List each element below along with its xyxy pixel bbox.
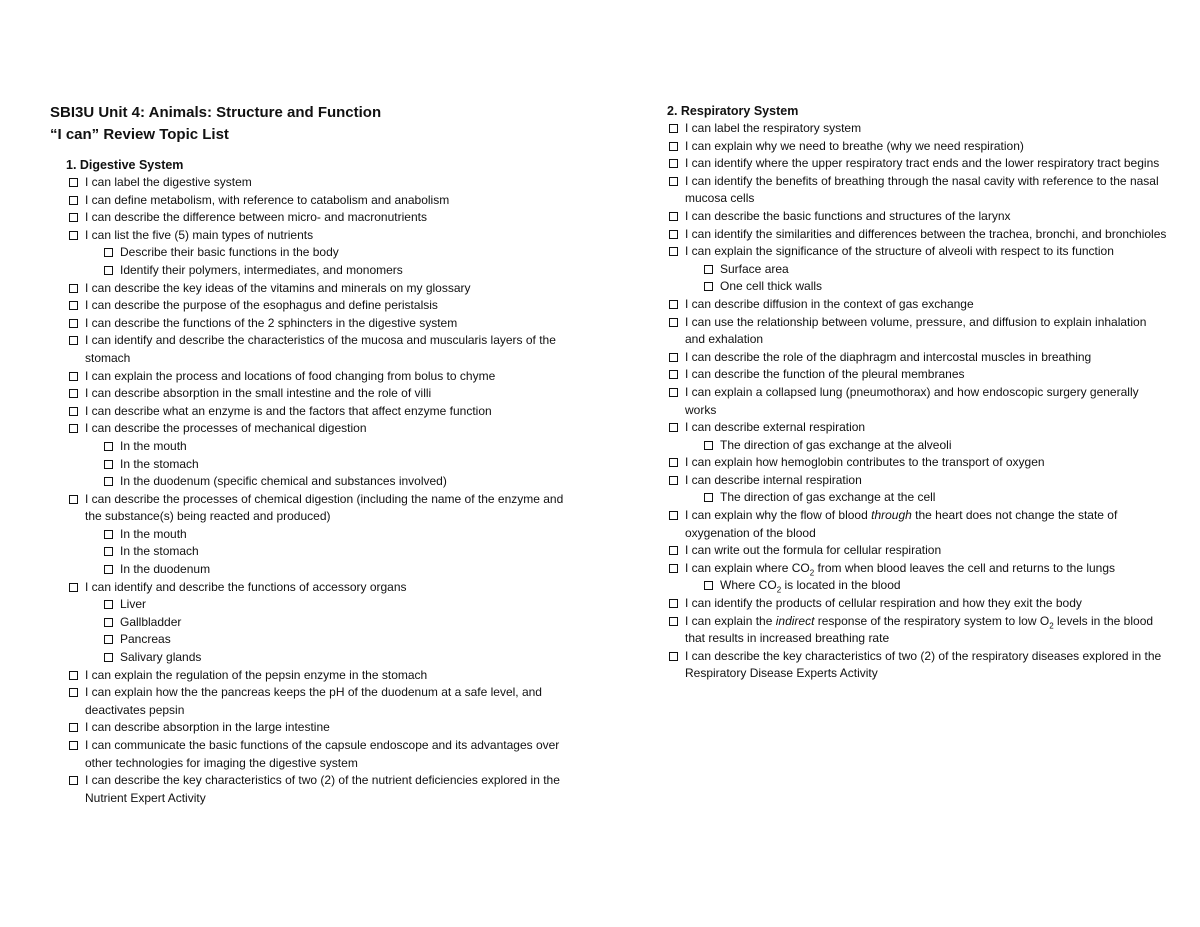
checkbox-icon[interactable] xyxy=(104,460,113,469)
item-text: I can explain the xyxy=(685,613,776,628)
item-text: In the mouth xyxy=(120,526,187,541)
item-text: I can explain why we need to breathe (why we need respiration) xyxy=(685,138,1024,153)
item-text: The direction of gas exchange at the alveoli xyxy=(720,437,952,452)
item-text: the heart does not change the state of oxygenation of the blood xyxy=(685,508,1118,540)
checklist-item xyxy=(667,120,1167,138)
item-text: I can use the relationship between volume, pressure, and diffusion to explain inhalation and exhalation xyxy=(685,314,1147,347)
checklist-subitem xyxy=(50,631,570,649)
checklist-item xyxy=(50,227,570,245)
checkbox-icon[interactable] xyxy=(669,546,678,555)
checklist-subitem xyxy=(667,489,1167,507)
checklist-item xyxy=(667,155,1167,173)
checklist-subitem xyxy=(667,278,1167,296)
checkbox-icon[interactable] xyxy=(69,424,78,433)
item-text: Gallbladder xyxy=(120,614,182,629)
item-text: I can define metabolism, with reference to catabolism and anabolism xyxy=(85,192,450,207)
checklist-item xyxy=(667,595,1167,613)
item-text: I can describe internal respiration xyxy=(685,472,862,487)
item-text: I can describe the basic functions and structures of the larynx xyxy=(685,208,1011,223)
item-subscript: 2 xyxy=(1049,621,1054,631)
item-text: I can describe absorption in the small intestine and the role of villi xyxy=(85,386,432,401)
checklist-item xyxy=(667,243,1167,261)
checkbox-icon[interactable] xyxy=(704,265,713,274)
checkbox-icon[interactable] xyxy=(104,266,113,275)
checkbox-icon[interactable] xyxy=(104,442,113,451)
item-text: I can explain how hemoglobin contributes to the transport of oxygen xyxy=(685,455,1045,470)
item-text: I can label the respiratory system xyxy=(685,121,862,135)
checkbox-icon[interactable] xyxy=(69,284,78,293)
checkbox-icon[interactable] xyxy=(69,776,78,785)
right-column xyxy=(667,102,1167,683)
checkbox-icon[interactable] xyxy=(704,441,713,450)
checklist-subitem xyxy=(50,543,570,561)
checkbox-icon[interactable] xyxy=(669,476,678,485)
item-text: I can describe what an enzyme is and the factors that affect enzyme function xyxy=(85,403,492,418)
checklist-item xyxy=(667,226,1167,244)
checkbox-icon[interactable] xyxy=(669,564,678,573)
checklist-item xyxy=(50,737,570,772)
checkbox-icon[interactable] xyxy=(669,247,678,256)
checkbox-icon[interactable] xyxy=(69,178,78,187)
checklist-item xyxy=(667,454,1167,472)
checkbox-icon[interactable] xyxy=(104,565,113,574)
item-text: In the mouth xyxy=(120,438,187,453)
checkbox-icon[interactable] xyxy=(104,477,113,486)
checkbox-icon[interactable] xyxy=(104,653,113,662)
item-text: I can explain the process and locations of food changing from bolus to chyme xyxy=(85,368,496,383)
checkbox-icon[interactable] xyxy=(69,583,78,592)
checkbox-icon[interactable] xyxy=(104,248,113,257)
checkbox-icon[interactable] xyxy=(704,493,713,502)
item-text: In the duodenum xyxy=(120,562,211,577)
checklist-item xyxy=(667,613,1167,648)
checkbox-icon[interactable] xyxy=(69,495,78,504)
checklist-item xyxy=(667,384,1167,419)
item-subscript: 2 xyxy=(776,585,782,595)
item-text: I can describe the key ideas of the vitamins and minerals on my glossary xyxy=(85,280,471,295)
checklist-item xyxy=(50,315,570,333)
checklist-item xyxy=(50,280,570,298)
checklist-item xyxy=(667,314,1167,349)
checkbox-icon[interactable] xyxy=(69,688,78,697)
checkbox-icon[interactable] xyxy=(669,318,678,327)
checkbox-icon[interactable] xyxy=(104,530,113,539)
item-text: I can list the five (5) main types of nutrients xyxy=(85,227,314,242)
checklist-subitem xyxy=(50,596,570,614)
checkbox-icon[interactable] xyxy=(669,370,678,379)
item-text: I can describe the role of the diaphragm and intercostal muscles in breathing xyxy=(685,349,1092,364)
checkbox-icon[interactable] xyxy=(69,213,78,222)
checklist-item xyxy=(50,772,570,807)
checkbox-icon[interactable] xyxy=(69,741,78,750)
checkbox-icon[interactable] xyxy=(669,353,678,362)
checkbox-icon[interactable] xyxy=(104,547,113,556)
checkbox-icon[interactable] xyxy=(669,124,678,133)
checklist-subitem xyxy=(50,526,570,544)
checkbox-icon[interactable] xyxy=(704,581,713,590)
checklist-item xyxy=(667,419,1167,437)
item-text: I can describe the key characteristics of two (2) of the respiratory diseases explored in the Respiratory Disease Experts Activity xyxy=(685,648,1162,681)
checklist-item xyxy=(667,173,1167,208)
item-text: In the stomach xyxy=(120,456,199,471)
document-subtitle: “I can” Review Topic List xyxy=(50,126,229,143)
checkbox-icon[interactable] xyxy=(669,423,678,432)
checklist-item xyxy=(50,209,570,227)
item-text: I can describe the difference between micro- and macronutrients xyxy=(85,210,427,225)
checklist-item xyxy=(667,349,1167,367)
checklist-item xyxy=(667,560,1167,578)
item-text: Surface area xyxy=(720,261,789,276)
item-text: I can explain where CO xyxy=(685,560,810,575)
checkbox-icon[interactable] xyxy=(669,212,678,221)
item-text: I can explain how the the pancreas keeps the pH of the duodenum at a safe level, and deactivates pepsin xyxy=(85,685,542,717)
checkbox-icon[interactable] xyxy=(669,511,678,520)
item-text: I can describe the functions of the 2 sphincters in the digestive system xyxy=(85,315,458,330)
respiratory-checklist xyxy=(667,120,1167,683)
checklist-subitem xyxy=(50,262,570,280)
checkbox-icon[interactable] xyxy=(669,599,678,608)
item-text: I can describe the function of the pleural membranes xyxy=(685,367,965,382)
item-text: I can describe external respiration xyxy=(685,420,866,435)
item-text: I can describe the key characteristics of two (2) of the nutrient deficiencies explored in the Nutrient Expert Activity xyxy=(85,773,560,805)
checkbox-icon[interactable] xyxy=(104,618,113,627)
checklist-subitem xyxy=(667,437,1167,455)
checklist-item xyxy=(50,403,570,421)
checklist-subitem xyxy=(50,473,570,491)
item-text: I can explain why the flow of blood xyxy=(685,508,872,523)
checklist-item xyxy=(50,579,570,597)
item-text: I can identify the benefits of breathing through the nasal cavity with reference to the nasal mucosa cells xyxy=(685,173,1159,206)
checkbox-icon[interactable] xyxy=(69,319,78,328)
item-text: I can identify where the upper respiratory tract ends and the lower respiratory tract begins xyxy=(685,156,1160,171)
item-text: Where CO xyxy=(720,578,777,593)
checkbox-icon[interactable] xyxy=(69,389,78,398)
checkbox-icon[interactable] xyxy=(669,142,678,151)
checklist-item xyxy=(667,542,1167,560)
checkbox-icon[interactable] xyxy=(669,177,678,186)
checklist-item xyxy=(50,174,570,192)
item-text: In the duodenum (specific chemical and substances involved) xyxy=(120,474,447,489)
checklist-item xyxy=(667,648,1167,683)
checklist-item xyxy=(50,420,570,438)
checklist-subitem xyxy=(50,649,570,667)
checklist-subitem xyxy=(667,261,1167,279)
item-text: Identify their polymers, intermediates, and monomers xyxy=(120,262,403,277)
checkbox-icon[interactable] xyxy=(69,196,78,205)
item-text: I can write out the formula for cellular respiration xyxy=(685,543,942,558)
document-title: SBI3U Unit 4: Animals: Structure and Function xyxy=(50,104,382,121)
checklist-subitem xyxy=(50,614,570,632)
item-emphasis: through xyxy=(871,508,912,523)
checklist-item xyxy=(667,138,1167,156)
item-text: I can identify the products of cellular respiration and how they exit the body xyxy=(685,596,1082,611)
item-text: I can identify the similarities and differences between the trachea, bronchi, and bronchioles xyxy=(685,226,1167,241)
checkbox-icon[interactable] xyxy=(669,388,678,397)
checklist-subitem xyxy=(50,561,570,579)
checklist-item xyxy=(50,719,570,737)
item-text: I can describe the purpose of the esophagus and define peristalsis xyxy=(85,298,438,313)
checklist-subitem xyxy=(50,244,570,262)
item-text: from when blood leaves the cell and returns to the lungs xyxy=(814,560,1116,575)
checkbox-icon[interactable] xyxy=(104,635,113,644)
checkbox-icon[interactable] xyxy=(704,282,713,291)
digestive-heading: 1. Digestive System xyxy=(66,158,184,172)
checkbox-icon[interactable] xyxy=(669,458,678,467)
checklist-item xyxy=(50,368,570,386)
checklist-item xyxy=(667,208,1167,226)
checklist-subitem xyxy=(667,577,1167,595)
checklist-subitem xyxy=(50,456,570,474)
item-text: I can identify and describe the characteristics of the mucosa and muscularis layers of the stomach xyxy=(85,333,556,365)
checklist-item xyxy=(50,385,570,403)
checklist-item xyxy=(50,297,570,315)
checkbox-icon[interactable] xyxy=(669,652,678,661)
checklist-item xyxy=(667,366,1167,384)
checkbox-icon[interactable] xyxy=(104,600,113,609)
item-text: I can label the digestive system xyxy=(85,175,252,189)
item-text: I can explain the significance of the structure of alveoli with respect to its function xyxy=(685,244,1114,259)
item-emphasis: indirect xyxy=(775,613,815,628)
checklist-item xyxy=(50,332,570,367)
item-text: I can describe absorption in the large intestine xyxy=(85,720,330,735)
checkbox-icon[interactable] xyxy=(69,372,78,381)
item-text: Salivary glands xyxy=(120,650,202,665)
checkbox-icon[interactable] xyxy=(69,723,78,732)
item-text: I can identify and describe the functions of accessory organs xyxy=(85,579,407,594)
checkbox-icon[interactable] xyxy=(669,300,678,309)
item-text: Liver xyxy=(120,597,147,612)
checkbox-icon[interactable] xyxy=(69,671,78,680)
checklist-subitem xyxy=(50,438,570,456)
item-text: is located in the blood xyxy=(781,578,901,593)
checklist-item xyxy=(667,296,1167,314)
item-text: I can communicate the basic functions of the capsule endoscope and its advantages over other technologies for imaging the digestive system xyxy=(85,738,560,770)
checkbox-icon[interactable] xyxy=(69,231,78,240)
checklist-item xyxy=(50,667,570,685)
digestive-checklist xyxy=(50,174,570,807)
checklist-item xyxy=(50,491,570,526)
item-text: I can explain the regulation of the pepsin enzyme in the stomach xyxy=(85,667,428,682)
item-text: One cell thick walls xyxy=(720,279,823,294)
checkbox-icon[interactable] xyxy=(69,407,78,416)
checkbox-icon[interactable] xyxy=(69,301,78,310)
item-text: In the stomach xyxy=(120,544,199,559)
checklist-item xyxy=(667,507,1167,542)
checkbox-icon[interactable] xyxy=(669,159,678,168)
left-column xyxy=(50,102,570,807)
item-text: I can describe diffusion in the context of gas exchange xyxy=(685,296,974,311)
item-text: Pancreas xyxy=(120,632,171,647)
item-text: The direction of gas exchange at the cell xyxy=(720,490,936,505)
checklist-item xyxy=(50,684,570,719)
respiratory-heading: 2. Respiratory System xyxy=(667,104,799,118)
checkbox-icon[interactable] xyxy=(669,617,678,626)
item-text: I can describe the processes of mechanical digestion xyxy=(85,421,367,436)
checkbox-icon[interactable] xyxy=(669,230,678,239)
item-text: Describe their basic functions in the body xyxy=(120,245,339,260)
item-text: levels in the blood that results in increased breathing rate xyxy=(685,613,1154,646)
item-subscript: 2 xyxy=(809,568,815,578)
checklist-item xyxy=(50,192,570,210)
item-text: I can describe the processes of chemical digestion (including the name of the enzyme and the substance(s) being reacted and produced) xyxy=(85,491,564,524)
checkbox-icon[interactable] xyxy=(69,336,78,345)
item-text: I can explain a collapsed lung (pneumothorax) and how endoscopic surgery generally works xyxy=(685,384,1139,417)
item-text: response of the respiratory system to low O xyxy=(814,613,1050,628)
checklist-item xyxy=(667,472,1167,490)
